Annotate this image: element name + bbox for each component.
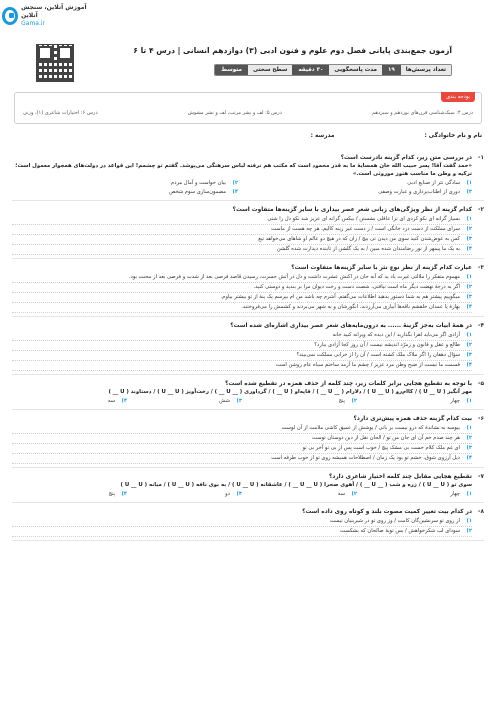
answer-option[interactable] (12, 341, 472, 351)
answer-option[interactable] (12, 293, 472, 303)
syllabus-box (14, 92, 482, 124)
question-2 (12, 206, 484, 259)
option-number: ۱) (466, 332, 472, 338)
option-text: بیوسه به نشاندهٔ که درو نیست بر بانی / پوشش از عمیق کاشی ملامت از آن لوست (281, 425, 460, 431)
option-text: میگوییم پیشتر هم به شما دستور بدهید اطلاعات می‌گفتم. آشرم چه باشد من ام بپرسم یک پنهٔ از تو بیشتر بیاوم. (220, 294, 460, 300)
question-text: کدام گزینه از نظر ویژگی‌های زبانی شعر عصر بیداری با سایر گزینه‌ها متفاوت است؟ (232, 207, 472, 213)
option-number: ۴) (466, 455, 472, 461)
option-text: ای غم ملک کلام خست بی مشک پیچ / خوب است پس از بی تو آخر بی تو (302, 445, 460, 451)
option-number: ۴) (121, 491, 127, 497)
option-number: ۱) (466, 180, 472, 186)
option-text: مضمون‌سازی سوم شخص (169, 189, 226, 195)
question-number: ۴- (478, 323, 484, 329)
option-text: کس به عوض‌شدن کنید سوی من دیدن تی بیچ / زان که در هیچ دو عالم او شاهای می‌خواهد تیغ (258, 236, 460, 242)
option-number: ۲) (466, 284, 472, 290)
syllabus-tag: بودجه بندی (441, 92, 475, 102)
question-1 (12, 154, 484, 201)
question-number: ۸- (478, 509, 484, 515)
answer-option[interactable] (12, 245, 472, 255)
answer-option[interactable] (127, 397, 242, 406)
option-text: آزادی اگر می‌ناید اهرا بگذارید / این دیده که ویرانه کنید خانه (332, 332, 460, 338)
question-5 (12, 380, 484, 410)
question-divider (12, 200, 484, 201)
option-number: ۳) (466, 294, 472, 300)
question-head (12, 206, 484, 214)
option-number: ۱) (466, 518, 472, 524)
option-number: ۲) (466, 528, 472, 534)
syllabus-topic: درس ۵: لف و نشر مرتب، لف و نشر مشوش (187, 110, 282, 116)
question-number: ۶- (478, 416, 484, 422)
answer-option[interactable] (12, 517, 472, 527)
question-text: تقطیع هجایی مقابل چند کلمه اختیار شاعری دارد؟ (329, 474, 472, 480)
brand-domain: Gama.ir (21, 20, 46, 27)
option-text: از روی تو سرنشین‌گان کامت / وز روی تو در شیرینیان نیست (329, 518, 460, 524)
answer-option[interactable] (12, 215, 472, 225)
question-head (12, 264, 484, 272)
option-text: بسیار گرانه ای نکو کردی ای ترا عاقلی نشستن / بیکس گرانه ای عزیز شد نکو دل را شتی (267, 216, 460, 222)
option-text: سه (337, 491, 345, 497)
answer-option[interactable] (12, 331, 472, 341)
stat-duration (292, 65, 382, 75)
option-number: ۳) (236, 398, 242, 404)
option-text: چهار (450, 491, 460, 497)
option-text: به یک ما پیمهر از نور رضامندان شده مبین / به یک گلشن از تابنده دیدارت شده گلشن (276, 246, 460, 252)
answer-option[interactable] (12, 273, 472, 283)
stat-difficulty (215, 65, 292, 75)
question-number: ۷- (478, 474, 484, 480)
option-text: سه (107, 398, 115, 404)
exam-title: آزمون جمع‌بندی پایانی فصل دوم علوم و فنون ادبی (۳) دوازدهم انسانی | درس ۴ تا ۶ (133, 46, 452, 55)
question-head (12, 322, 484, 330)
gama-logo[interactable] (2, 4, 92, 28)
option-text: سادگی نثر از صنایع ادبی (407, 180, 460, 186)
option-number: ۱) (466, 216, 472, 222)
option-text: مهموم متفکر را ملالتی غیرت یاد ید که آنه جان در اکنش عشرت داشت و دل در آتش حسرت، رسیدن قاصد فرصی بعد از شدت و فرصی بعد از محنت بود. (128, 274, 460, 280)
answer-options (12, 331, 484, 371)
school-label: مدرسه : (310, 133, 335, 139)
question-8 (12, 508, 484, 541)
option-text: بیان خواست و آمال مردم (170, 180, 226, 186)
option-text: سرای مملکت از دست دزد خانگی است / ز دست غیر زینه کالیم، هر چه هست از ماست (271, 226, 460, 232)
answer-option[interactable] (12, 361, 472, 371)
answer-option[interactable] (12, 179, 238, 188)
question-text: در کدام بیت تغییر کمیت مصوت بلند و کوتاه روی داده است؟ (302, 509, 472, 515)
option-number: ۱) (466, 425, 472, 431)
question-text: در همهٔ ابیات به‌جز گزینهٔ ...... به درون‌مایه‌های شعر عصر بیداری اشاره‌ای شده است؟ (230, 323, 472, 329)
student-info-row (14, 133, 482, 147)
question-passage: سوی تو ( U __ U ) / زره و شب ( __ U __ ) / آهوی صحرا ( U __ U __ ) / عاشقانه ( U __ U ) / به بوی نافه ( U __ U ) / میانه ( U __ U ) (120, 482, 472, 488)
option-number: ۲) (466, 435, 472, 441)
option-number: ۲) (466, 226, 472, 232)
question-number: ۲- (478, 207, 484, 213)
stat-label: تعداد پرسش‌ها (401, 65, 451, 75)
answer-option[interactable] (12, 424, 472, 434)
question-head (12, 508, 484, 516)
option-text: سودای لب شکرخواهش / بس توبهٔ صالحان که بشکست (340, 528, 460, 534)
option-number: ۴) (121, 398, 127, 404)
option-number: ۳) (466, 189, 472, 195)
question-passage: «حمد گفت آقا! پسر حبیب الله خان همسایهٔ ما به قدر محمود است که مکتب هم نرفته لباس سرهنگی می‌پوشد. گفتم تو چشمم! این قواعد در دولت‌های همجوار معمول است؛ ترکیه و وطن ما مناسب هنوز موروثی است.» (15, 163, 472, 177)
option-number: ۳) (466, 352, 472, 358)
stat-value: متوسط (215, 65, 248, 75)
question-6 (12, 415, 484, 468)
answer-options (12, 424, 484, 464)
answer-option[interactable] (12, 351, 472, 361)
stat-label: سطح سختی (248, 65, 292, 75)
option-text: هر چند صدم خم آن ای جان من تو / الحان نقل از دین دوستان توست (312, 435, 460, 441)
answer-option[interactable] (12, 303, 472, 313)
option-text: طالع و عقل و قانون و زمرّد اندیشه نیست / آن روز کجا آزادی ببارد؟ (314, 342, 460, 348)
option-number: ۱) (466, 398, 472, 404)
option-number: ۴) (232, 189, 238, 195)
question-number: ۳- (478, 265, 484, 271)
question-passage: مهر آنگیز ( U __ U ) / کاام‌رو ( U __ U ) / دلارام ( __ U __ ) / قاپه‌او ( U __ ) / گرداوری ( __ U __ ) / رخت‌آویز ( U __ U ) / دستاوند ( U __ ) (108, 389, 472, 395)
qr-code-icon (36, 44, 74, 82)
question-text: با توجه به تقطیع هجایی برابر کلمات زیر، چند کلمه از حذف همزه در تقطیع شده است؟ (225, 381, 472, 387)
question-divider (12, 258, 484, 259)
answer-option[interactable] (12, 225, 472, 235)
option-text: دوری از اطناب‌پردازی و عبارت وصفی (378, 189, 460, 195)
question-head (12, 380, 484, 388)
option-number: ۲) (351, 398, 357, 404)
option-text: اگر به درجهٔ نهضت دیگر ماه است نیافتی، شصت دست و رخت دیوان مرا بر بندید و دوستی کنید. (253, 284, 460, 290)
question-head (12, 415, 484, 423)
question-text: در بررسی متن زیر، کدام گزینه نادرست است؟ (340, 155, 472, 161)
answer-options (12, 273, 484, 313)
option-number: ۲) (232, 180, 238, 186)
answer-option[interactable] (12, 397, 127, 406)
stat-value: ۱۹ (382, 65, 401, 75)
question-head (12, 154, 484, 162)
option-number: ۲) (466, 342, 472, 348)
answer-options (12, 179, 484, 197)
brand-tagline: آموزش آنلاین، سنجش آنلاین (21, 4, 87, 19)
answer-option[interactable] (357, 490, 472, 499)
answer-options (12, 517, 484, 537)
stat-question-count (382, 65, 451, 75)
option-number: ۴) (466, 246, 472, 252)
question-divider (12, 540, 484, 541)
option-number: ۳) (466, 236, 472, 242)
question-text: عبارت کدام گزینه از نظر نوع نثر با سایر گزینه‌ها متفاوت است؟ (291, 265, 472, 271)
stat-label: مدت پاسخگویی (329, 65, 382, 75)
answer-option[interactable] (357, 397, 472, 406)
option-number: ۴) (466, 304, 472, 310)
answer-option[interactable] (12, 527, 472, 537)
name-label: نام و نام خانوادگی : (424, 133, 482, 139)
syllabus-topic: درس ۴: سبک‌شناسی قرن‌های نوزدهم و سیزدهم (372, 110, 473, 116)
option-text: دیل آرزوی شوق، خشم تو بود یک زمان / اصطلاحات همیشه روی تو از خوب طرفه است (271, 455, 460, 461)
option-text: شش (219, 398, 230, 404)
gama-logo-icon (2, 7, 18, 25)
option-number: ۱) (466, 274, 472, 280)
exam-stats (214, 64, 452, 76)
question-divider (12, 502, 484, 503)
question-divider (12, 316, 484, 317)
question-number: ۱- (478, 155, 484, 161)
answer-option[interactable] (12, 454, 472, 464)
answer-option[interactable] (12, 235, 472, 245)
question-divider (12, 467, 484, 468)
question-list (12, 154, 484, 546)
answer-option[interactable] (246, 188, 472, 197)
question-text: بیت کدام گزینه حذف همزه پیش‌تری دارد؟ (353, 416, 472, 422)
option-number: ۱) (466, 491, 472, 497)
question-divider (12, 374, 484, 375)
answer-option[interactable] (242, 490, 357, 499)
answer-option[interactable] (12, 283, 472, 293)
option-text: بهارهٔ یا عمدان خلقشم ناقه‌ها آبیاری می‌آرزدند، انگورشان و به شهر می‌بردند و کشمش را می‌فروختند. (241, 304, 460, 310)
answer-option[interactable] (246, 179, 472, 188)
question-head (12, 473, 484, 481)
syllabus-topics (23, 110, 473, 116)
answer-option[interactable] (12, 490, 127, 499)
option-text: چهار (450, 398, 460, 404)
question-7 (12, 473, 484, 503)
option-text: سؤال دهقان را اگر ملاک ملک کشته است / آن را از خرابی مملکت نمی‌بیند؟ (296, 352, 460, 358)
answer-option[interactable] (12, 188, 238, 197)
syllabus-topic: درس ۶: اختیارات شاعری (۱)، وزنی (23, 110, 98, 116)
answer-options (12, 490, 484, 499)
answer-options (12, 397, 484, 406)
option-text: دو (225, 491, 230, 497)
option-text: پنج (338, 398, 345, 404)
answer-options (12, 215, 484, 255)
brand-text (21, 4, 92, 28)
question-3 (12, 264, 484, 317)
option-number: ۳) (236, 491, 242, 497)
question-4 (12, 322, 484, 375)
stat-value: ۳۰ دقیقه (292, 65, 329, 75)
option-number: ۴) (466, 362, 472, 368)
option-text: پنج (108, 491, 115, 497)
answer-option[interactable] (12, 434, 472, 444)
option-text: قسمت ما نیست از صبح وطن مرد عزیز / چشم ما آزمد ساختم سیاه عام روشن است (275, 362, 460, 368)
question-divider (12, 409, 484, 410)
option-number: ۲) (351, 491, 357, 497)
answer-option[interactable] (127, 490, 242, 499)
answer-option[interactable] (242, 397, 357, 406)
answer-option[interactable] (12, 444, 472, 454)
option-number: ۳) (466, 445, 472, 451)
question-number: ۵- (478, 381, 484, 387)
